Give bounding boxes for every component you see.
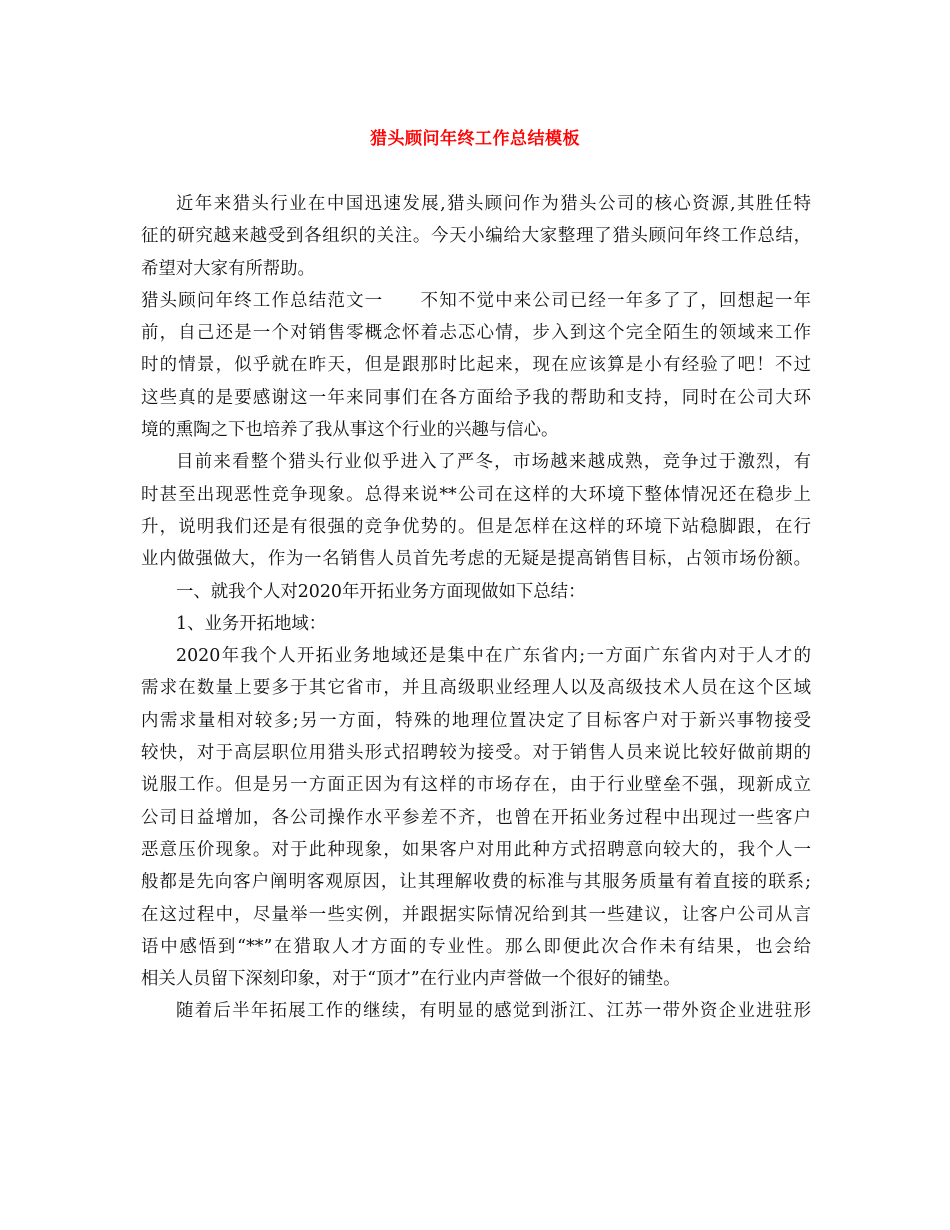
body-line: 业内做强做大，作为一名销售人员首先考虑的无疑是提高销售目标，占领市场份额。 bbox=[141, 549, 811, 570]
body-line: 征的研究越来越受到各组织的关注。今天小编给大家整理了猎头顾问年终工作总结， bbox=[141, 226, 811, 247]
body-line: 境的熏陶之下也培养了我从事这个行业的兴趣与信心。 bbox=[141, 420, 559, 441]
body-line: 语中感悟到“**”在猎取人才方面的专业性。那么即便此次合作未有结果，也会给 bbox=[141, 936, 811, 957]
body-line: 希望对大家有所帮助。 bbox=[141, 258, 315, 279]
document-body bbox=[141, 188, 811, 1028]
body-line: 目前来看整个猎头行业似乎进入了严冬，市场越来越成熟，竞争过于激烈，有 bbox=[176, 452, 811, 473]
body-line: 升，说明我们还是有很强的竞争优势的。但是怎样在这样的环境下站稳脚跟，在行 bbox=[141, 516, 811, 537]
body-line: 在这过程中，尽量举一些实例，并跟据实际情况给到其一些建议，让客户公司从言 bbox=[141, 904, 811, 925]
body-line: 内需求量相对较多;另一方面，特殊的地理位置决定了目标客户对于新兴事物接受 bbox=[141, 710, 811, 731]
body-line: 猎头顾问年终工作总结范文一 不知不觉中来公司已经一年多了了，回想起一年 bbox=[141, 290, 811, 311]
body-line: 前，自己还是一个对销售零概念怀着忐忑心情，步入到这个完全陌生的领域来工作 bbox=[141, 323, 811, 344]
body-line: 1、业务开拓地域： bbox=[176, 613, 327, 634]
body-line: 相关人员留下深刻印象，对于“顶才”在行业内声誉做一个很好的铺垫。 bbox=[141, 969, 681, 990]
body-line: 般都是先向客户阐明客观原因，让其理解收费的标准与其服务质量有着直接的联系; bbox=[141, 872, 811, 893]
body-line: 时甚至出现恶性竞争现象。总得来说**公司在这样的大环境下整体情况还在稳步上 bbox=[141, 484, 811, 505]
body-line: 近年来猎头行业在中国迅速发展,猎头顾问作为猎头公司的核心资源,其胜任特 bbox=[176, 194, 811, 214]
body-line: 时的情景，似乎就在昨天，但是跟那时比起来，现在应该算是小有经验了吧！不过 bbox=[141, 355, 811, 376]
document-title: 猎头顾问年终工作总结模板 bbox=[370, 129, 580, 149]
body-line: 随着后半年拓展工作的继续，有明显的感觉到浙江、江苏一带外资企业进驻形 bbox=[176, 1001, 811, 1022]
body-line: 这些真的是要感谢这一年来同事们在各方面给予我的帮助和支持，同时在公司大环 bbox=[141, 387, 811, 408]
body-line: 恶意压价现象。对于此种现象，如果客户对用此种方式招聘意向较大的，我个人一 bbox=[141, 839, 811, 860]
body-line: 公司日益增加，各公司操作水平参差不齐，也曾在开拓业务过程中出现过一些客户 bbox=[141, 807, 811, 828]
body-line: 较快，对于高层职位用猎头形式招聘较为接受。对于销售人员来说比较好做前期的 bbox=[141, 743, 811, 764]
body-line: 2020年我个人开拓业务地域还是集中在广东省内;一方面广东省内对于人才的 bbox=[176, 646, 811, 667]
body-line: 需求在数量上要多于其它省市，并且高级职业经理人以及高级技术人员在这个区域 bbox=[141, 678, 811, 699]
body-line: 一、就我个人对2020年开拓业务方面现做如下总结： bbox=[176, 581, 586, 602]
body-line: 说服工作。但是另一方面正因为有这样的市场存在，由于行业壁垒不强，现新成立 bbox=[141, 775, 811, 796]
